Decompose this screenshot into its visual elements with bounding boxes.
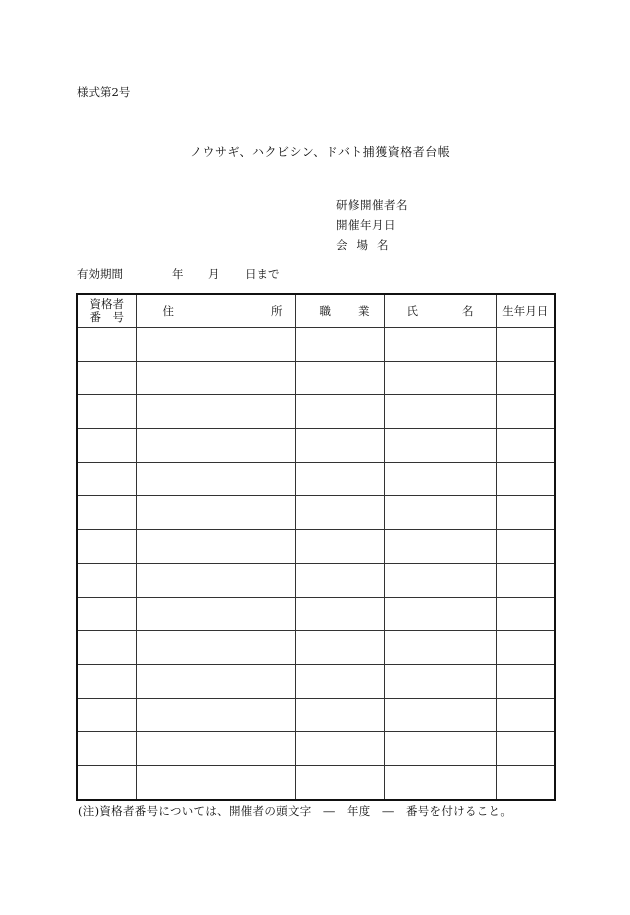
cell-birthdate[interactable]	[496, 698, 555, 732]
cell-name[interactable]	[384, 429, 496, 463]
cell-address[interactable]	[136, 462, 295, 496]
form-number: 様式第2号	[77, 85, 131, 99]
cell-occupation[interactable]	[295, 664, 384, 698]
cell-name[interactable]	[384, 496, 496, 530]
cell-birthdate[interactable]	[496, 530, 555, 564]
cell-address[interactable]	[136, 664, 295, 698]
table-row	[77, 429, 555, 463]
cell-occupation[interactable]	[295, 361, 384, 395]
cell-occupation[interactable]	[295, 563, 384, 597]
table-row	[77, 395, 555, 429]
table-row	[77, 765, 555, 799]
validity-label: 有効期間	[77, 267, 123, 281]
header-occupation-a: 職	[319, 304, 331, 318]
cell-address[interactable]	[136, 597, 295, 631]
header-occupation-b: 業	[358, 304, 370, 318]
cell-number[interactable]	[77, 597, 136, 631]
cell-birthdate[interactable]	[496, 765, 555, 799]
cell-number[interactable]	[77, 361, 136, 395]
cell-birthdate[interactable]	[496, 732, 555, 766]
cell-address[interactable]	[136, 530, 295, 564]
validity-period	[77, 266, 287, 282]
table-row	[77, 361, 555, 395]
header-row	[77, 294, 555, 328]
cell-occupation[interactable]	[295, 765, 384, 799]
cell-number[interactable]	[77, 664, 136, 698]
cell-birthdate[interactable]	[496, 664, 555, 698]
header-address	[136, 294, 295, 328]
header-name	[384, 294, 496, 328]
cell-occupation[interactable]	[295, 496, 384, 530]
cell-address[interactable]	[136, 429, 295, 463]
cell-birthdate[interactable]	[496, 361, 555, 395]
validity-month: 月	[208, 267, 220, 281]
cell-number[interactable]	[77, 732, 136, 766]
cell-birthdate[interactable]	[496, 395, 555, 429]
cell-name[interactable]	[384, 732, 496, 766]
cell-name[interactable]	[384, 530, 496, 564]
cell-name[interactable]	[384, 664, 496, 698]
cell-address[interactable]	[136, 563, 295, 597]
register-table	[76, 293, 556, 801]
validity-year: 年	[172, 267, 184, 281]
table-row	[77, 328, 555, 362]
cell-address[interactable]	[136, 328, 295, 362]
cell-name[interactable]	[384, 597, 496, 631]
cell-birthdate[interactable]	[496, 496, 555, 530]
table-row	[77, 732, 555, 766]
cell-number[interactable]	[77, 530, 136, 564]
header-address-a: 住	[162, 304, 174, 318]
cell-number[interactable]	[77, 429, 136, 463]
header-number-line1: 資格者	[89, 297, 124, 311]
cell-address[interactable]	[136, 631, 295, 665]
cell-number[interactable]	[77, 395, 136, 429]
cell-address[interactable]	[136, 698, 295, 732]
header-occupation	[295, 294, 384, 328]
cell-address[interactable]	[136, 395, 295, 429]
cell-number[interactable]	[77, 563, 136, 597]
cell-birthdate[interactable]	[496, 597, 555, 631]
cell-name[interactable]	[384, 395, 496, 429]
cell-number[interactable]	[77, 328, 136, 362]
venue-label: 会場名	[336, 238, 398, 252]
validity-day-until: 日まで	[245, 267, 280, 281]
cell-address[interactable]	[136, 732, 295, 766]
cell-occupation[interactable]	[295, 328, 384, 362]
cell-birthdate[interactable]	[496, 462, 555, 496]
document-title: ノウサギ、ハクビシン、ドバト捕獲資格者台帳	[190, 145, 451, 159]
table-row	[77, 631, 555, 665]
cell-name[interactable]	[384, 328, 496, 362]
cell-number[interactable]	[77, 698, 136, 732]
cell-occupation[interactable]	[295, 462, 384, 496]
header-number	[77, 294, 136, 328]
header-birthdate-label: 生年月日	[502, 304, 549, 318]
footnote: (注)資格者番号については、開催者の頭文字 ― 年度 ― 番号を付けること。	[78, 804, 513, 818]
cell-address[interactable]	[136, 765, 295, 799]
table-row	[77, 698, 555, 732]
table-row	[77, 664, 555, 698]
cell-name[interactable]	[384, 631, 496, 665]
cell-address[interactable]	[136, 496, 295, 530]
cell-birthdate[interactable]	[496, 328, 555, 362]
cell-number[interactable]	[77, 631, 136, 665]
cell-occupation[interactable]	[295, 631, 384, 665]
cell-name[interactable]	[384, 563, 496, 597]
cell-birthdate[interactable]	[496, 563, 555, 597]
cell-occupation[interactable]	[295, 597, 384, 631]
table-row	[77, 496, 555, 530]
table-row	[77, 563, 555, 597]
cell-occupation[interactable]	[295, 732, 384, 766]
table-row	[77, 530, 555, 564]
organizer-label: 研修開催者名	[336, 198, 408, 212]
header-name-a: 氏	[406, 304, 418, 318]
cell-occupation[interactable]	[295, 530, 384, 564]
cell-birthdate[interactable]	[496, 631, 555, 665]
cell-name[interactable]	[384, 765, 496, 799]
table-row	[77, 462, 555, 496]
cell-occupation[interactable]	[295, 395, 384, 429]
cell-name[interactable]	[384, 698, 496, 732]
cell-number[interactable]	[77, 496, 136, 530]
cell-birthdate[interactable]	[496, 429, 555, 463]
cell-number[interactable]	[77, 462, 136, 496]
cell-address[interactable]	[136, 361, 295, 395]
header-name-b: 名	[462, 304, 474, 318]
cell-number[interactable]	[77, 765, 136, 799]
cell-name[interactable]	[384, 361, 496, 395]
header-address-b: 所	[271, 304, 283, 318]
cell-occupation[interactable]	[295, 698, 384, 732]
cell-name[interactable]	[384, 462, 496, 496]
cell-occupation[interactable]	[295, 429, 384, 463]
table-row	[77, 597, 555, 631]
header-birthdate	[496, 294, 555, 328]
date-label: 開催年月日	[336, 218, 396, 232]
header-number-line2: 番 号	[89, 310, 124, 324]
